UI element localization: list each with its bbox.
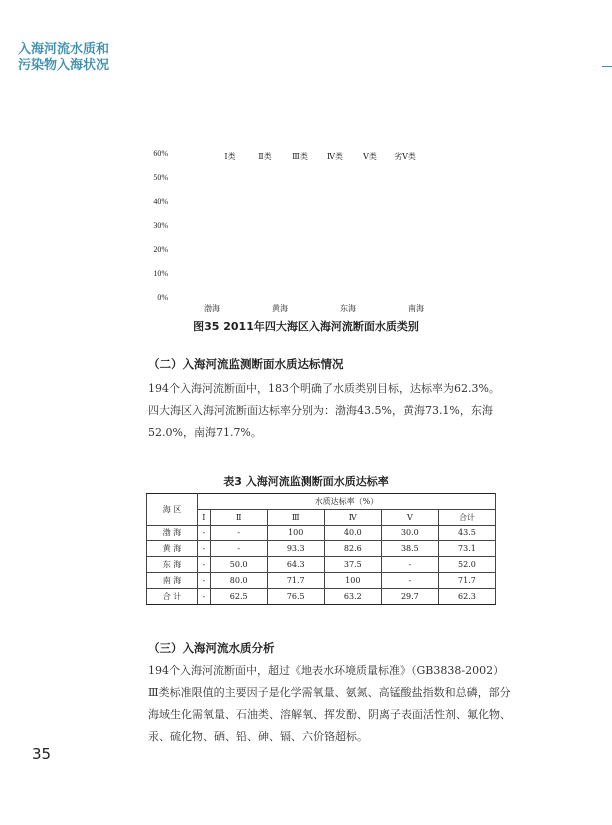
paragraph-line: 194个入海河流断面中，超过《地表水环境质量标准》（GB3838-2002） <box>148 664 505 677</box>
legend-entry: Ⅴ类 <box>363 152 377 161</box>
legend-entry: Ⅰ类 <box>224 152 236 161</box>
x-category-label: 黄海 <box>272 304 288 313</box>
table-row <box>147 572 496 588</box>
table-group-header: 水质达标率（%） <box>198 494 496 510</box>
table-cell: 100 <box>324 572 381 588</box>
table-row-label: 合 计 <box>147 588 198 604</box>
paragraph-line: 194个入海河流断面中，183个明确了水质类别目标，达标率为62.3%。 <box>148 382 500 395</box>
table-row-label: 南 海 <box>147 572 198 588</box>
table-cell: 29.7 <box>381 588 438 604</box>
y-tick-label: 30% <box>153 221 168 230</box>
y-tick-label: 20% <box>153 245 168 254</box>
table-cell: 38.5 <box>381 541 438 557</box>
table-cell: 71.7 <box>267 572 324 588</box>
figure-caption: 图35 2011年四大海区入海河流断面水质类别 <box>193 320 419 333</box>
table-caption: 表3 入海河流监测断面水质达标率 <box>223 475 389 488</box>
chapter-title <box>18 42 138 74</box>
table-cell: 73.1 <box>438 541 495 557</box>
paragraph-line: 海域生化需氧量、石油类、溶解氧、挥发酚、阴离子表面活性剂、氟化物、 <box>148 708 511 721</box>
table-cell: - <box>381 572 438 588</box>
chapter-title-line2: 污染物入海状况 <box>18 58 110 73</box>
section3-heading: （三）入海河流水质分析 <box>148 641 275 655</box>
table-row-label: 黄 海 <box>147 541 198 557</box>
table-row <box>147 541 496 557</box>
table-cell: - <box>210 525 267 541</box>
table-cell: 62.3 <box>438 588 495 604</box>
header-rule <box>602 66 612 67</box>
table-cell: - <box>198 588 211 604</box>
table-row-label: 东 海 <box>147 557 198 573</box>
table-cell: 63.2 <box>324 588 381 604</box>
table-row-header: 海 区 <box>147 494 198 526</box>
table-column-header: Ⅲ <box>267 509 324 525</box>
table-cell: 37.5 <box>324 557 381 573</box>
legend-entry: Ⅱ类 <box>258 152 272 161</box>
chapter-title-line1: 入海河流水质和 <box>18 42 110 57</box>
y-tick-label: 60% <box>153 149 168 158</box>
table-column-header: Ⅳ <box>324 509 381 525</box>
table-cell: - <box>198 557 211 573</box>
table-cell: - <box>198 525 211 541</box>
table-cell: - <box>198 541 211 557</box>
table-cell: 82.6 <box>324 541 381 557</box>
table-cell: - <box>381 557 438 573</box>
legend-entry: 劣Ⅴ类 <box>394 152 416 161</box>
x-category-label: 南海 <box>408 304 424 313</box>
y-tick-label: 50% <box>153 173 168 182</box>
paragraph-line: 四大海区入海河流断面达标率分别为：渤海43.5%，黄海73.1%，东海 <box>148 404 493 417</box>
table-cell: 64.3 <box>267 557 324 573</box>
y-tick-label: 10% <box>153 269 168 278</box>
page-number: 35 <box>32 745 52 763</box>
table-cell: 62.5 <box>210 588 267 604</box>
table-cell: 40.0 <box>324 525 381 541</box>
legend-entry: Ⅳ类 <box>327 152 343 161</box>
table-row-label: 渤 海 <box>147 525 198 541</box>
x-category-label: 东海 <box>340 304 356 313</box>
table-cell: 50.0 <box>210 557 267 573</box>
section3-paragraph <box>148 660 511 748</box>
table-cell: - <box>198 572 211 588</box>
table-column-header: Ⅱ <box>210 509 267 525</box>
paragraph-line: Ⅲ类标准限值的主要因子是化学需氧量、氨氮、高锰酸盐指数和总磷，部分 <box>148 686 511 699</box>
table-row <box>147 525 496 541</box>
compliance-rate-table <box>146 493 496 605</box>
legend-entry: Ⅲ类 <box>292 152 308 161</box>
table-cell: 76.5 <box>267 588 324 604</box>
table-cell: 100 <box>267 525 324 541</box>
table-cell: 71.7 <box>438 572 495 588</box>
y-tick-label: 0% <box>157 293 168 302</box>
section2-paragraph <box>148 378 500 444</box>
table-cell: 93.3 <box>267 541 324 557</box>
water-quality-chart <box>140 140 460 315</box>
table-row <box>147 557 496 573</box>
paragraph-line: 52.0%，南海71.7%。 <box>148 426 262 439</box>
table-cell: 52.0 <box>438 557 495 573</box>
paragraph-line: 汞、硫化物、硒、铅、砷、镉、六价铬超标。 <box>148 730 368 743</box>
table-column-header: Ⅴ <box>381 509 438 525</box>
table-column-header: Ⅰ <box>198 509 211 525</box>
table-cell: - <box>210 541 267 557</box>
table-column-header: 合计 <box>438 509 495 525</box>
table-cell: 30.0 <box>381 525 438 541</box>
y-tick-label: 40% <box>153 197 168 206</box>
x-category-label: 渤海 <box>204 304 220 313</box>
table-cell: 43.5 <box>438 525 495 541</box>
section2-heading: （二）入海河流监测断面水质达标情况 <box>148 357 344 371</box>
table-row <box>147 588 496 604</box>
table-cell: 80.0 <box>210 572 267 588</box>
